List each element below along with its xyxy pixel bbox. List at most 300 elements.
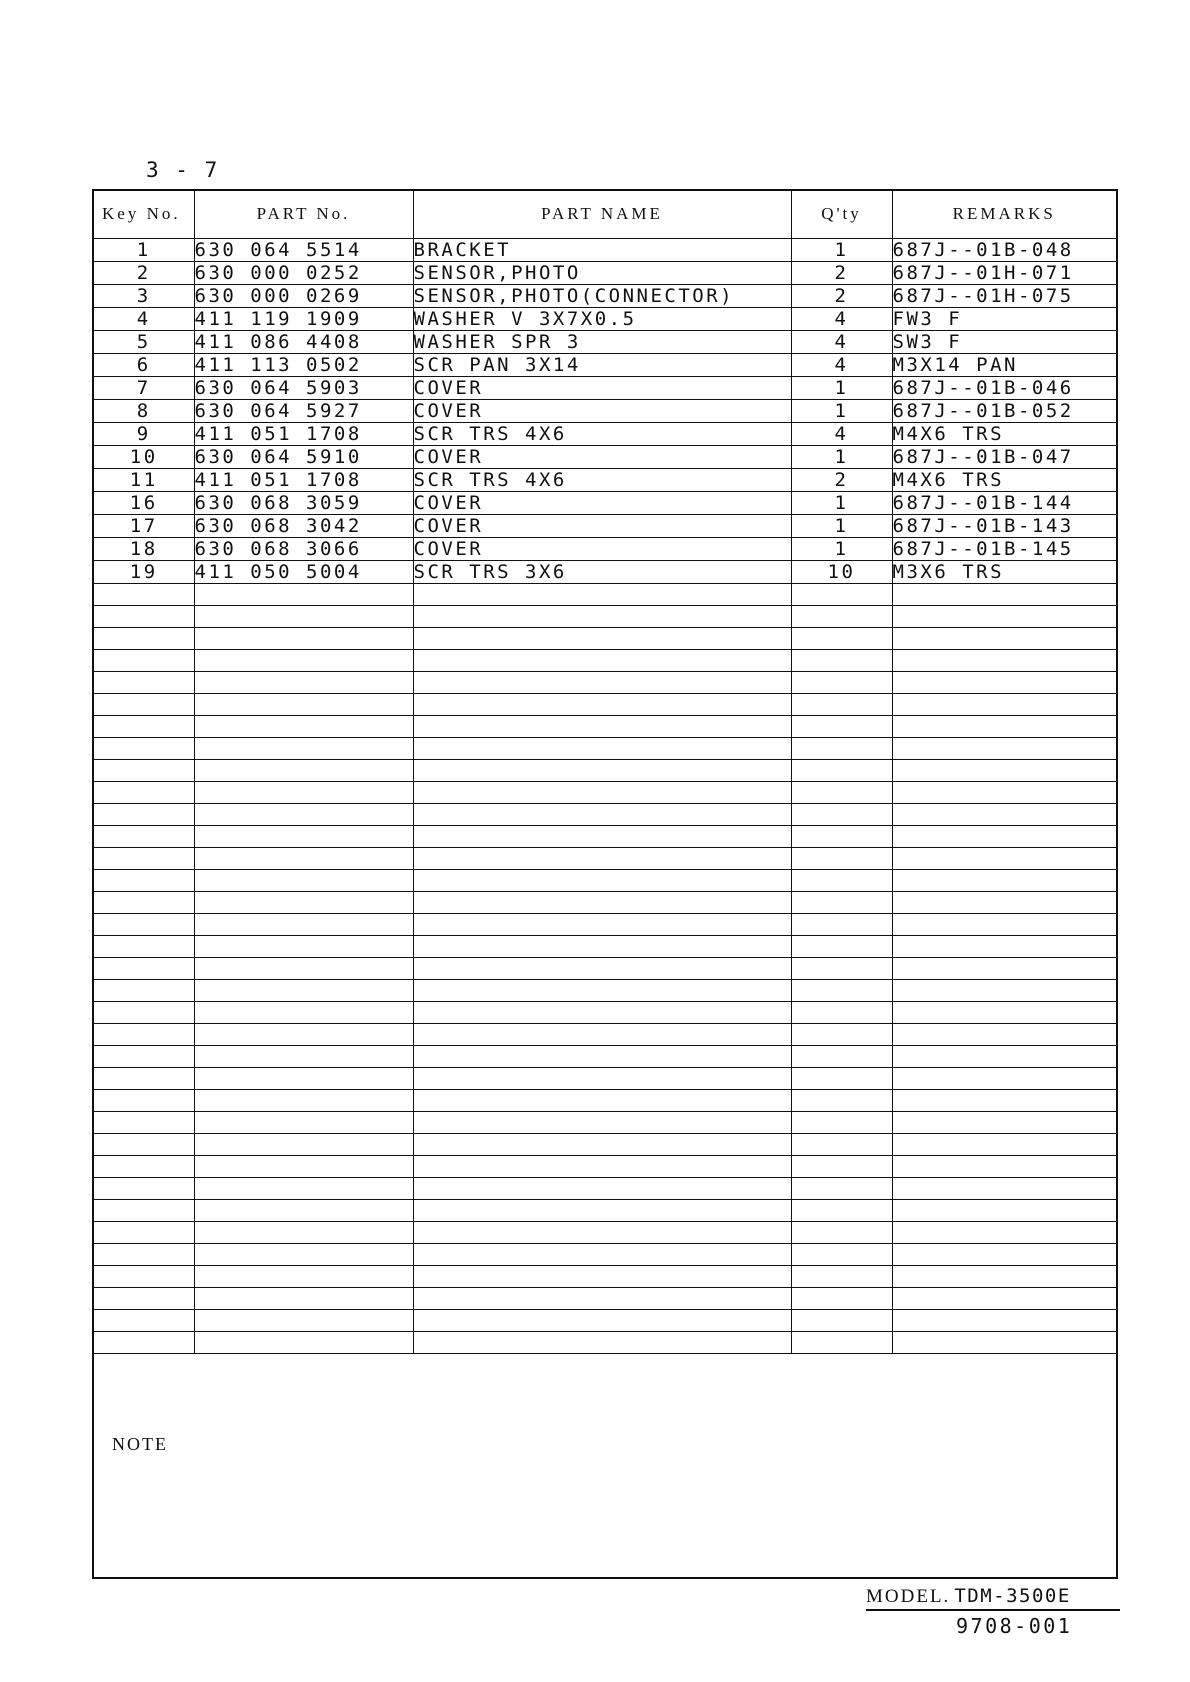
cell-remarks xyxy=(892,1155,1116,1177)
cell-part-no xyxy=(194,693,413,715)
cell-remarks xyxy=(892,649,1116,671)
cell-part-name: COVER xyxy=(413,537,791,560)
cell-remarks: SW3 F xyxy=(892,330,1116,353)
cell-part-name: WASHER SPR 3 xyxy=(413,330,791,353)
cell-qty xyxy=(791,979,892,1001)
table-row xyxy=(94,284,1116,307)
cell-qty: 4 xyxy=(791,353,892,376)
cell-part-name: COVER xyxy=(413,514,791,537)
cell-part-name xyxy=(413,1045,791,1067)
cell-part-no xyxy=(194,671,413,693)
cell-key xyxy=(94,935,194,957)
table-row xyxy=(94,238,1116,261)
blank-row xyxy=(94,891,1116,913)
cell-remarks xyxy=(892,759,1116,781)
cell-part-no xyxy=(194,1001,413,1023)
cell-qty xyxy=(791,1089,892,1111)
cell-key xyxy=(94,1221,194,1243)
blank-row xyxy=(94,1023,1116,1045)
cell-qty xyxy=(791,1155,892,1177)
cell-key xyxy=(94,781,194,803)
cell-part-no xyxy=(194,803,413,825)
cell-part-name xyxy=(413,583,791,605)
cell-key xyxy=(94,1243,194,1265)
blank-row xyxy=(94,737,1116,759)
col-header-part-name: PART NAME xyxy=(413,191,791,238)
cell-remarks xyxy=(892,1045,1116,1067)
cell-remarks: 687J--01B-048 xyxy=(892,238,1116,261)
cell-key: 3 xyxy=(94,284,194,307)
blank-row xyxy=(94,1287,1116,1309)
cell-remarks xyxy=(892,1309,1116,1331)
cell-key xyxy=(94,1331,194,1353)
col-header-key: Key No. xyxy=(94,191,194,238)
cell-qty xyxy=(791,737,892,759)
cell-part-name xyxy=(413,869,791,891)
table-row xyxy=(94,445,1116,468)
cell-part-name xyxy=(413,1199,791,1221)
cell-part-no: 411 113 0502 xyxy=(194,353,413,376)
cell-part-name xyxy=(413,891,791,913)
blank-row xyxy=(94,1067,1116,1089)
cell-remarks xyxy=(892,627,1116,649)
cell-remarks xyxy=(892,1265,1116,1287)
cell-qty: 2 xyxy=(791,284,892,307)
cell-part-no: 630 064 5910 xyxy=(194,445,413,468)
cell-part-name: SCR PAN 3X14 xyxy=(413,353,791,376)
cell-remarks xyxy=(892,979,1116,1001)
cell-part-no: 411 051 1708 xyxy=(194,468,413,491)
cell-part-no: 411 086 4408 xyxy=(194,330,413,353)
cell-part-name: SCR TRS 4X6 xyxy=(413,422,791,445)
cell-key xyxy=(94,957,194,979)
cell-key: 18 xyxy=(94,537,194,560)
table-row xyxy=(94,560,1116,583)
cell-key: 19 xyxy=(94,560,194,583)
cell-part-no xyxy=(194,1023,413,1045)
cell-part-name xyxy=(413,1023,791,1045)
blank-row xyxy=(94,649,1116,671)
blank-row xyxy=(94,583,1116,605)
cell-remarks xyxy=(892,1221,1116,1243)
cell-part-name xyxy=(413,1221,791,1243)
cell-qty xyxy=(791,781,892,803)
cell-part-name xyxy=(413,671,791,693)
cell-qty xyxy=(791,1111,892,1133)
table-row xyxy=(94,307,1116,330)
blank-row xyxy=(94,979,1116,1001)
cell-qty xyxy=(791,1221,892,1243)
cell-remarks: 687J--01H-071 xyxy=(892,261,1116,284)
blank-row xyxy=(94,1001,1116,1023)
cell-qty xyxy=(791,693,892,715)
cell-part-name xyxy=(413,715,791,737)
cell-qty xyxy=(791,1001,892,1023)
cell-part-name: SENSOR,PHOTO(CONNECTOR) xyxy=(413,284,791,307)
cell-qty xyxy=(791,1177,892,1199)
cell-qty xyxy=(791,649,892,671)
cell-qty: 2 xyxy=(791,468,892,491)
cell-key xyxy=(94,759,194,781)
cell-part-no xyxy=(194,1199,413,1221)
blank-row xyxy=(94,605,1116,627)
cell-part-name xyxy=(413,1309,791,1331)
blank-row xyxy=(94,825,1116,847)
cell-part-no xyxy=(194,715,413,737)
cell-qty xyxy=(791,715,892,737)
cell-part-no: 630 000 0269 xyxy=(194,284,413,307)
cell-remarks: M3X14 PAN xyxy=(892,353,1116,376)
cell-qty xyxy=(791,1265,892,1287)
cell-remarks xyxy=(892,1023,1116,1045)
cell-remarks xyxy=(892,891,1116,913)
parts-list-frame xyxy=(92,189,1118,1579)
cell-key xyxy=(94,891,194,913)
table-row xyxy=(94,468,1116,491)
cell-key: 11 xyxy=(94,468,194,491)
cell-part-no: 411 051 1708 xyxy=(194,422,413,445)
cell-part-name xyxy=(413,693,791,715)
document-code: 9708-001 xyxy=(956,1614,1073,1638)
cell-key xyxy=(94,913,194,935)
cell-key: 4 xyxy=(94,307,194,330)
cell-key xyxy=(94,583,194,605)
cell-key xyxy=(94,1023,194,1045)
cell-remarks: M4X6 TRS xyxy=(892,468,1116,491)
blank-row xyxy=(94,671,1116,693)
cell-part-no: 630 064 5514 xyxy=(194,238,413,261)
cell-remarks: 687J--01B-046 xyxy=(892,376,1116,399)
cell-qty: 1 xyxy=(791,491,892,514)
cell-part-no: 630 000 0252 xyxy=(194,261,413,284)
cell-part-name xyxy=(413,1111,791,1133)
cell-qty: 1 xyxy=(791,537,892,560)
cell-remarks xyxy=(892,825,1116,847)
cell-qty xyxy=(791,583,892,605)
cell-qty: 4 xyxy=(791,307,892,330)
cell-part-name xyxy=(413,957,791,979)
cell-remarks: FW3 F xyxy=(892,307,1116,330)
cell-qty xyxy=(791,803,892,825)
cell-key: 8 xyxy=(94,399,194,422)
blank-row xyxy=(94,759,1116,781)
blank-row xyxy=(94,869,1116,891)
cell-part-name xyxy=(413,1001,791,1023)
cell-part-no xyxy=(194,1243,413,1265)
note-label: NOTE xyxy=(112,1434,168,1454)
cell-key xyxy=(94,825,194,847)
cell-part-name xyxy=(413,1331,791,1353)
cell-qty: 1 xyxy=(791,399,892,422)
cell-remarks: M3X6 TRS xyxy=(892,560,1116,583)
blank-row xyxy=(94,1177,1116,1199)
cell-remarks xyxy=(892,1067,1116,1089)
table-row xyxy=(94,376,1116,399)
cell-part-name xyxy=(413,1265,791,1287)
cell-qty: 1 xyxy=(791,376,892,399)
cell-qty xyxy=(791,759,892,781)
blank-row xyxy=(94,1265,1116,1287)
cell-remarks xyxy=(892,803,1116,825)
blank-row xyxy=(94,1133,1116,1155)
cell-qty xyxy=(791,847,892,869)
cell-key xyxy=(94,803,194,825)
cell-qty: 1 xyxy=(791,238,892,261)
cell-part-name xyxy=(413,1243,791,1265)
cell-remarks: 687J--01B-047 xyxy=(892,445,1116,468)
cell-key xyxy=(94,671,194,693)
table-row xyxy=(94,514,1116,537)
cell-key xyxy=(94,737,194,759)
blank-row xyxy=(94,1155,1116,1177)
cell-key xyxy=(94,1199,194,1221)
cell-part-name xyxy=(413,737,791,759)
cell-qty: 4 xyxy=(791,330,892,353)
cell-remarks xyxy=(892,1089,1116,1111)
blank-row xyxy=(94,1089,1116,1111)
cell-key xyxy=(94,627,194,649)
cell-part-no xyxy=(194,1287,413,1309)
cell-key xyxy=(94,605,194,627)
cell-part-name: COVER xyxy=(413,445,791,468)
header-row xyxy=(94,191,1116,238)
cell-remarks: 687J--01B-143 xyxy=(892,514,1116,537)
cell-part-no xyxy=(194,1133,413,1155)
cell-part-no xyxy=(194,1309,413,1331)
cell-part-no xyxy=(194,891,413,913)
cell-qty xyxy=(791,913,892,935)
cell-qty xyxy=(791,1045,892,1067)
blank-row xyxy=(94,913,1116,935)
cell-part-no xyxy=(194,759,413,781)
cell-part-no xyxy=(194,605,413,627)
cell-part-no xyxy=(194,869,413,891)
cell-qty xyxy=(791,1133,892,1155)
cell-qty xyxy=(791,1243,892,1265)
blank-row xyxy=(94,1199,1116,1221)
cell-key xyxy=(94,693,194,715)
cell-remarks xyxy=(892,1001,1116,1023)
cell-part-name: BRACKET xyxy=(413,238,791,261)
cell-part-name xyxy=(413,627,791,649)
table-row xyxy=(94,330,1116,353)
model-value: TDM-3500E xyxy=(954,1585,1071,1607)
cell-key xyxy=(94,1265,194,1287)
blank-row xyxy=(94,803,1116,825)
cell-key xyxy=(94,1001,194,1023)
cell-part-no xyxy=(194,1045,413,1067)
table-row xyxy=(94,353,1116,376)
cell-key: 9 xyxy=(94,422,194,445)
cell-remarks: 687J--01B-145 xyxy=(892,537,1116,560)
cell-key xyxy=(94,1287,194,1309)
blank-row xyxy=(94,715,1116,737)
cell-part-no xyxy=(194,649,413,671)
cell-key xyxy=(94,1111,194,1133)
cell-remarks xyxy=(892,605,1116,627)
cell-part-name xyxy=(413,847,791,869)
cell-qty: 1 xyxy=(791,514,892,537)
blank-row xyxy=(94,957,1116,979)
cell-key: 7 xyxy=(94,376,194,399)
col-header-remarks: REMARKS xyxy=(892,191,1116,238)
cell-remarks: 687J--01H-075 xyxy=(892,284,1116,307)
cell-key xyxy=(94,847,194,869)
cell-part-name xyxy=(413,825,791,847)
cell-part-no xyxy=(194,1265,413,1287)
blank-row xyxy=(94,1309,1116,1331)
cell-qty: 2 xyxy=(791,261,892,284)
cell-qty xyxy=(791,957,892,979)
cell-key: 2 xyxy=(94,261,194,284)
cell-remarks: 687J--01B-144 xyxy=(892,491,1116,514)
cell-part-name: WASHER V 3X7X0.5 xyxy=(413,307,791,330)
cell-remarks xyxy=(892,1177,1116,1199)
cell-part-no xyxy=(194,583,413,605)
cell-remarks: 687J--01B-052 xyxy=(892,399,1116,422)
cell-qty xyxy=(791,627,892,649)
cell-part-name xyxy=(413,979,791,1001)
cell-part-name xyxy=(413,1067,791,1089)
cell-key xyxy=(94,869,194,891)
cell-qty xyxy=(791,605,892,627)
cell-part-no xyxy=(194,1221,413,1243)
cell-qty xyxy=(791,1067,892,1089)
cell-part-name xyxy=(413,935,791,957)
cell-key: 5 xyxy=(94,330,194,353)
cell-part-name: COVER xyxy=(413,376,791,399)
cell-part-no xyxy=(194,1177,413,1199)
blank-row xyxy=(94,693,1116,715)
cell-part-no xyxy=(194,1331,413,1353)
cell-remarks xyxy=(892,583,1116,605)
cell-part-no: 630 064 5927 xyxy=(194,399,413,422)
cell-qty xyxy=(791,1199,892,1221)
cell-key xyxy=(94,1309,194,1331)
cell-part-name: SCR TRS 4X6 xyxy=(413,468,791,491)
cell-remarks xyxy=(892,869,1116,891)
cell-key: 6 xyxy=(94,353,194,376)
cell-remarks xyxy=(892,1243,1116,1265)
cell-remarks xyxy=(892,1111,1116,1133)
cell-remarks xyxy=(892,737,1116,759)
table-row xyxy=(94,491,1116,514)
blank-row xyxy=(94,1243,1116,1265)
cell-qty xyxy=(791,671,892,693)
col-header-part-no: PART No. xyxy=(194,191,413,238)
cell-key xyxy=(94,1177,194,1199)
parts-table xyxy=(94,191,1116,1354)
cell-key xyxy=(94,1155,194,1177)
cell-part-name xyxy=(413,605,791,627)
cell-qty xyxy=(791,825,892,847)
cell-part-no xyxy=(194,1111,413,1133)
cell-part-no xyxy=(194,737,413,759)
cell-part-no: 630 068 3066 xyxy=(194,537,413,560)
cell-remarks xyxy=(892,957,1116,979)
cell-qty xyxy=(791,1309,892,1331)
cell-remarks xyxy=(892,847,1116,869)
cell-part-name xyxy=(413,759,791,781)
blank-row xyxy=(94,781,1116,803)
model-label: MODEL. xyxy=(866,1586,951,1607)
cell-part-name xyxy=(413,1177,791,1199)
cell-part-no xyxy=(194,825,413,847)
table-row xyxy=(94,399,1116,422)
cell-part-no: 411 119 1909 xyxy=(194,307,413,330)
cell-part-no xyxy=(194,913,413,935)
cell-qty: 1 xyxy=(791,445,892,468)
cell-part-name xyxy=(413,1133,791,1155)
model-line xyxy=(866,1585,1120,1611)
cell-part-name xyxy=(413,913,791,935)
cell-remarks xyxy=(892,913,1116,935)
cell-part-name xyxy=(413,1155,791,1177)
cell-part-no xyxy=(194,781,413,803)
cell-qty xyxy=(791,935,892,957)
cell-remarks xyxy=(892,671,1116,693)
cell-part-name: COVER xyxy=(413,399,791,422)
cell-part-name xyxy=(413,1287,791,1309)
cell-qty xyxy=(791,1331,892,1353)
table-row xyxy=(94,422,1116,445)
cell-remarks xyxy=(892,715,1116,737)
cell-part-name xyxy=(413,781,791,803)
cell-part-no xyxy=(194,979,413,1001)
cell-part-name: COVER xyxy=(413,491,791,514)
cell-remarks xyxy=(892,1287,1116,1309)
cell-key: 16 xyxy=(94,491,194,514)
cell-part-no xyxy=(194,1067,413,1089)
cell-qty: 10 xyxy=(791,560,892,583)
blank-row xyxy=(94,847,1116,869)
cell-part-no: 630 064 5903 xyxy=(194,376,413,399)
cell-key xyxy=(94,979,194,1001)
cell-key xyxy=(94,649,194,671)
cell-part-name xyxy=(413,1089,791,1111)
cell-qty xyxy=(791,869,892,891)
parts-body xyxy=(94,238,1116,1353)
cell-part-no xyxy=(194,847,413,869)
blank-row xyxy=(94,627,1116,649)
cell-key: 17 xyxy=(94,514,194,537)
cell-remarks xyxy=(892,935,1116,957)
cell-part-no xyxy=(194,935,413,957)
cell-qty xyxy=(791,1023,892,1045)
cell-key xyxy=(94,715,194,737)
cell-part-no xyxy=(194,1089,413,1111)
cell-key: 10 xyxy=(94,445,194,468)
cell-key: 1 xyxy=(94,238,194,261)
blank-row xyxy=(94,1331,1116,1353)
blank-row xyxy=(94,935,1116,957)
cell-remarks xyxy=(892,1133,1116,1155)
cell-part-no xyxy=(194,957,413,979)
cell-remarks xyxy=(892,1331,1116,1353)
cell-part-no: 630 068 3042 xyxy=(194,514,413,537)
cell-key xyxy=(94,1089,194,1111)
cell-part-name: SCR TRS 3X6 xyxy=(413,560,791,583)
table-row xyxy=(94,537,1116,560)
cell-part-no: 411 050 5004 xyxy=(194,560,413,583)
cell-qty: 4 xyxy=(791,422,892,445)
cell-key xyxy=(94,1045,194,1067)
cell-remarks: M4X6 TRS xyxy=(892,422,1116,445)
col-header-qty: Q'ty xyxy=(791,191,892,238)
cell-remarks xyxy=(892,781,1116,803)
cell-qty xyxy=(791,1287,892,1309)
cell-part-name xyxy=(413,649,791,671)
